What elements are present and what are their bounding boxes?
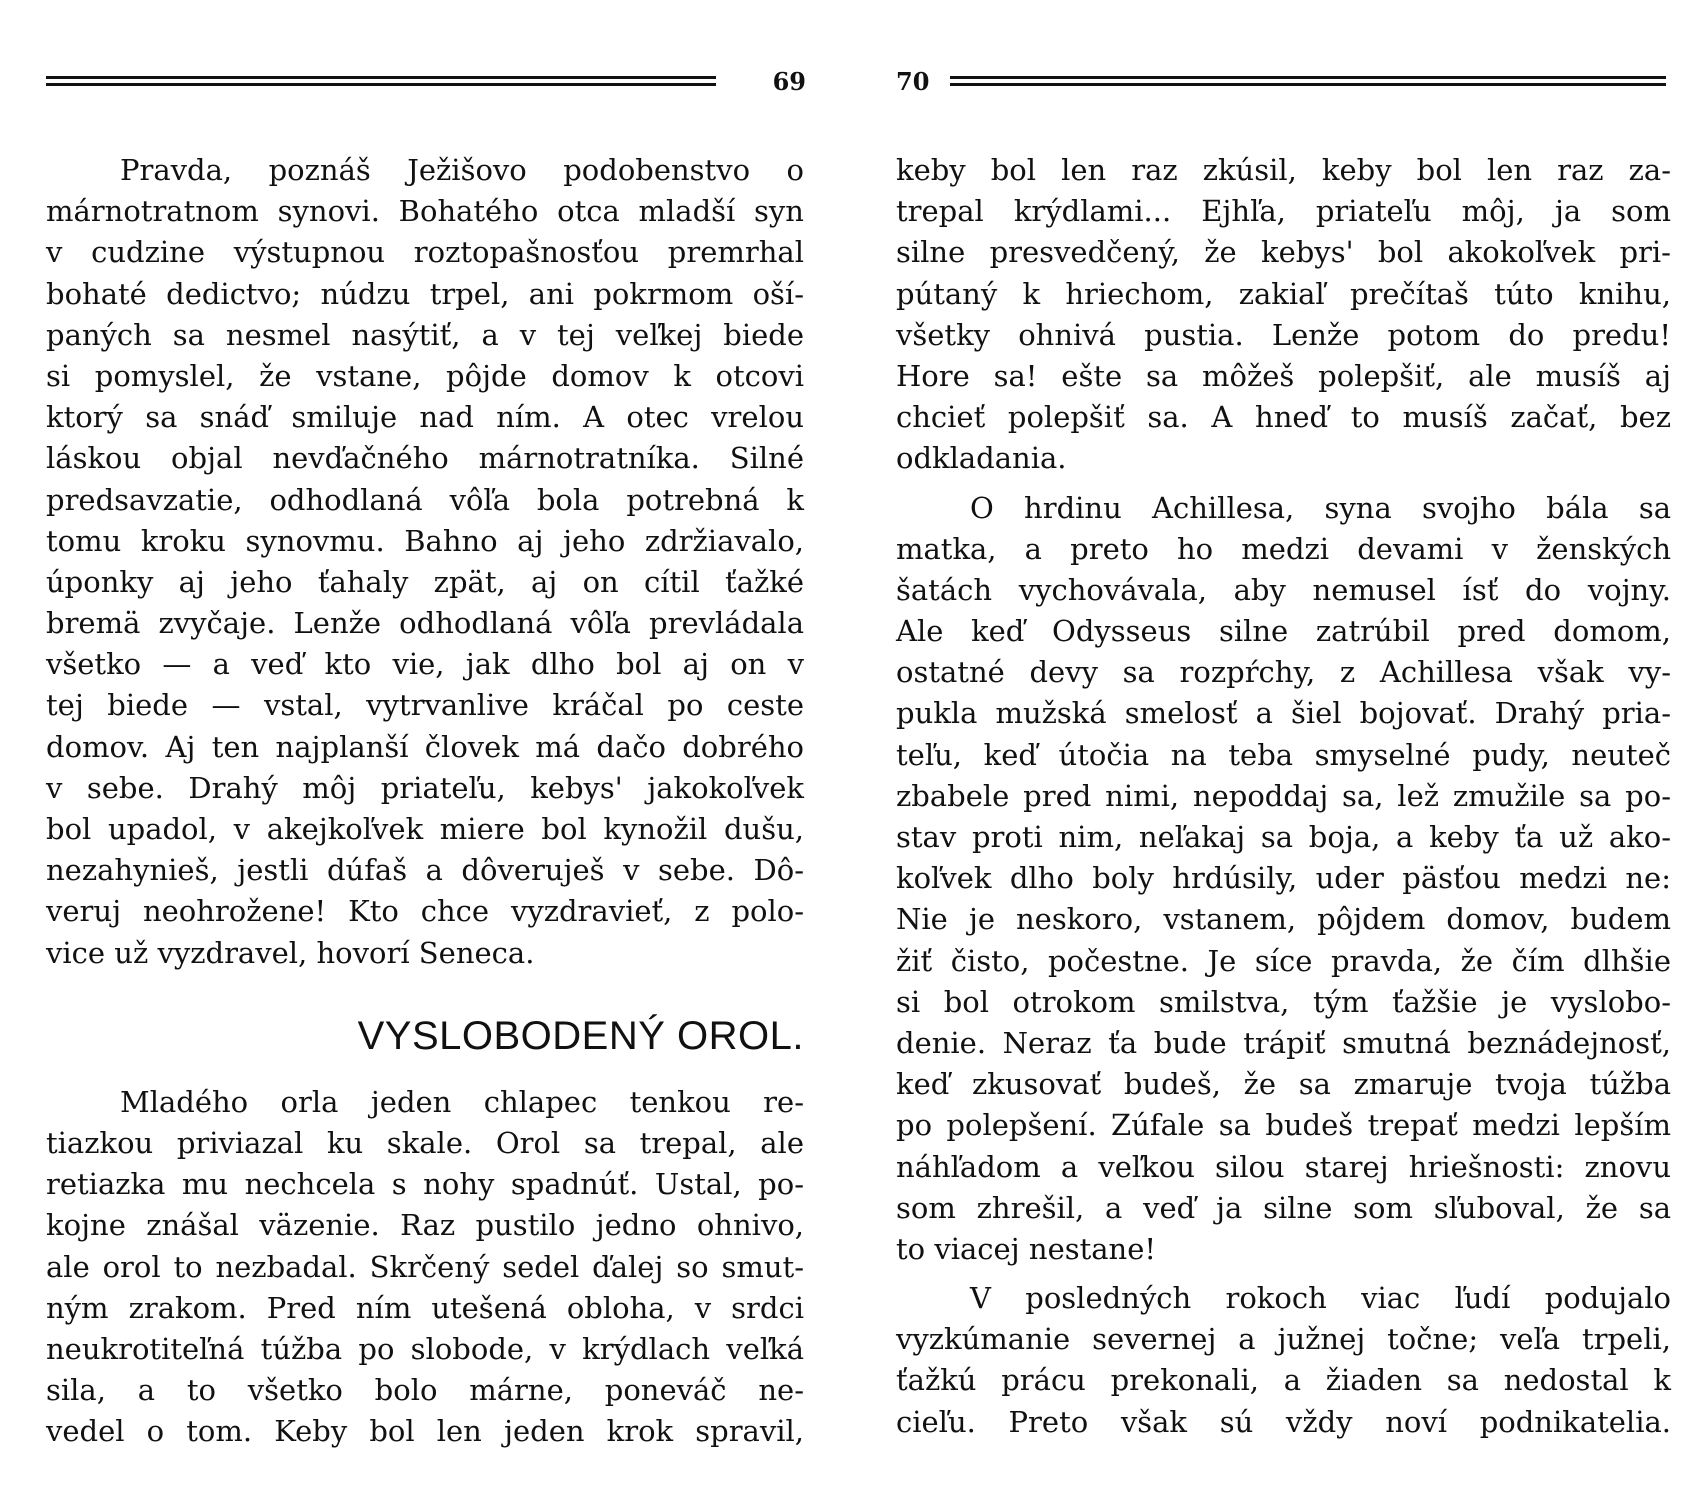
text-line: ťažkú prácu prekonali, a žiaden sa nedostal k — [896, 1363, 1671, 1398]
text-line: koľvek dlho boly hrdúsily, uder päsťou medzi ne: — [896, 861, 1671, 896]
text-line: trepal krýdlami... Ejhľa, priateľu môj, ja som — [896, 194, 1671, 229]
text-line: ktorý sa snáď smiluje nad ním. A otec vrelou — [46, 400, 804, 435]
text-line: šatách vychovávala, aby nemusel ísť do vojny. — [896, 572, 1671, 607]
text-line: láskou objal nevďačného márnotratníka. Silné — [46, 441, 804, 476]
text-line: náhľadom a veľkou silou starej hriešnosti: znovu — [896, 1149, 1671, 1184]
chapter-title: VYSLOBODENÝ OROL. — [357, 1013, 804, 1058]
text-line: V posledných rokoch viac ľudí podujalo — [970, 1281, 1671, 1316]
text-line: bremä zvyčaje. Lenže odhodlaná vôľa prevládala — [46, 606, 804, 641]
text-line: denie. Neraz ťa bude trápiť smutná beznádejnosť, — [896, 1025, 1671, 1060]
text-line: žiť čisto, počestne. Je síce pravda, že čím dlhšie — [896, 943, 1671, 978]
text-line: všetko — a veď kto vie, jak dlho bol aj on v — [46, 647, 804, 682]
text-line: pútaný k hriechom, zakiaľ prečítaš túto knihu, — [896, 276, 1671, 311]
text-line: ale orol to nezbadal. Skrčený sedel ďalej so smut- — [46, 1249, 804, 1284]
text-line: chcieť polepšiť sa. A hneď to musíš začať, bez — [896, 400, 1671, 435]
text-line: všetky ohnivá pustia. Lenže potom do predu! — [896, 317, 1671, 352]
paragraph — [46, 150, 804, 974]
text-line: veruj neohrožene! Kto chce vyzdravieť, z polo- — [46, 894, 804, 929]
text-line: retiazka mu nechcela s nohy spadnúť. Ustal, po- — [46, 1167, 804, 1202]
text-line: po polepšení. Zúfale sa budeš trepať medzi lepším — [896, 1108, 1671, 1143]
text-line: paných sa nesmel nasýtiť, a v tej veľkej biede — [46, 317, 804, 352]
right-page — [846, 0, 1692, 1500]
text-line: Mladého orla jeden chlapec tenkou re- — [120, 1084, 804, 1119]
text-line: tej biede — vstal, vytrvanlive kráčal po ceste — [46, 688, 804, 723]
text-line: Ale keď Odysseus silne zatrúbil pred domom, — [896, 614, 1671, 649]
text-line: Hore sa! ešte sa môžeš polepšiť, ale musíš aj — [896, 358, 1671, 393]
text-line: nezahynieš, jestli dúfaš a dôveruješ v sebe. Dô- — [46, 853, 804, 888]
text-line: bohaté dedictvo; núdzu trpel, ani pokrmom oší- — [46, 276, 804, 311]
paragraph — [896, 150, 1671, 480]
right-page-header — [896, 68, 1666, 108]
text-line: vice už vyzdravel, hovorí Seneca. — [46, 935, 535, 970]
text-line: matka, a preto ho medzi devami v ženských — [896, 531, 1671, 566]
text-line: O hrdinu Achillesa, syna svojho bála sa — [970, 490, 1671, 525]
paragraph — [46, 1082, 804, 1453]
text-line: vedel o tom. Keby bol len jeden krok spravil, — [46, 1414, 804, 1449]
text-line: úponky aj jeho ťahaly zpät, aj on cítil ťažké — [46, 564, 804, 599]
left-page-text — [46, 150, 804, 1452]
text-line: kojne znášal väzenie. Raz pustilo jedno ohnivo, — [46, 1208, 804, 1243]
text-line: predsavzatie, odhodlaná vôľa bola potrebná k — [46, 482, 804, 517]
paragraph-gap — [896, 480, 1671, 488]
text-line: Nie je neskoro, vstanem, pôjdem domov, budem — [896, 902, 1671, 937]
text-line: vyzkúmanie severnej a južnej točne; veľa trpeli, — [896, 1322, 1671, 1357]
right-page-text — [896, 150, 1671, 1443]
text-line: v cudzine výstupnou roztopašnosťou premrhal — [46, 235, 804, 270]
text-line: neukrotiteľná túžba po slobode, v krýdlach veľká — [46, 1331, 804, 1366]
text-line: si pomyslel, že vstane, pôjde domov k otcovi — [46, 358, 804, 393]
text-line: v sebe. Drahý môj priateľu, kebys' jakokoľvek — [46, 770, 804, 805]
header-rule — [950, 76, 1666, 86]
text-line: keby bol len raz zkúsil, keby bol len raz za- — [896, 153, 1671, 187]
text-line: teľu, keď útočia na teba smyselné pudy, neuteč — [896, 737, 1671, 772]
left-page-header — [46, 68, 806, 108]
paragraph — [896, 488, 1671, 1271]
page-number: 69 — [772, 67, 806, 96]
text-line: odkladania. — [896, 441, 1067, 476]
text-line: stav proti nim, neľakaj sa boja, a keby ťa už ako- — [896, 820, 1671, 854]
text-line: to viacej nestane! — [896, 1231, 1157, 1266]
text-line: ným zrakom. Pred ním utešená obloha, v srdci — [46, 1290, 804, 1325]
paragraph-gap — [896, 1270, 1671, 1278]
text-line: zbabele pred nimi, nepoddaj sa, lež zmužile sa po- — [896, 778, 1671, 813]
text-line: domov. Aj ten najplanší človek má dačo dobrého — [46, 729, 804, 764]
text-line: ostatné devy sa rozpŕchy, z Achillesa však vy- — [896, 655, 1671, 690]
text-line: si bol otrokom smilstva, tým ťažšie je vyslobo- — [896, 984, 1671, 1019]
text-line: keď zkusovať budeš, že sa zmaruje tvoja túžba — [896, 1067, 1671, 1102]
page-number: 70 — [896, 67, 930, 96]
text-line: tomu kroku synovmu. Bahno aj jeho zdržiavalo, — [46, 523, 804, 558]
header-rule — [46, 76, 716, 86]
text-line: som zhrešil, a veď ja silne som sľuboval, že sa — [896, 1190, 1671, 1225]
text-line: tiazkou priviazal ku skale. Orol sa trepal, ale — [46, 1125, 804, 1160]
text-line: silne presvedčený, že kebys' bol akokoľvek pri- — [896, 235, 1671, 270]
text-line: Pravda, poznáš Ježišovo podobenstvo o — [120, 153, 804, 187]
text-line: pukla mužská smelosť a šiel bojovať. Drahý pria- — [896, 696, 1671, 731]
text-line: bol upadol, v akejkoľvek miere bol kynožil dušu, — [46, 812, 804, 846]
text-line: cieľu. Preto však sú vždy noví podnikatelia. — [896, 1404, 1671, 1439]
text-line: márnotratnom synovi. Bohatého otca mladší syn — [46, 194, 804, 229]
text-line: sila, a to všetko bolo márne, poneváč ne- — [46, 1373, 804, 1408]
paragraph — [896, 1278, 1671, 1443]
